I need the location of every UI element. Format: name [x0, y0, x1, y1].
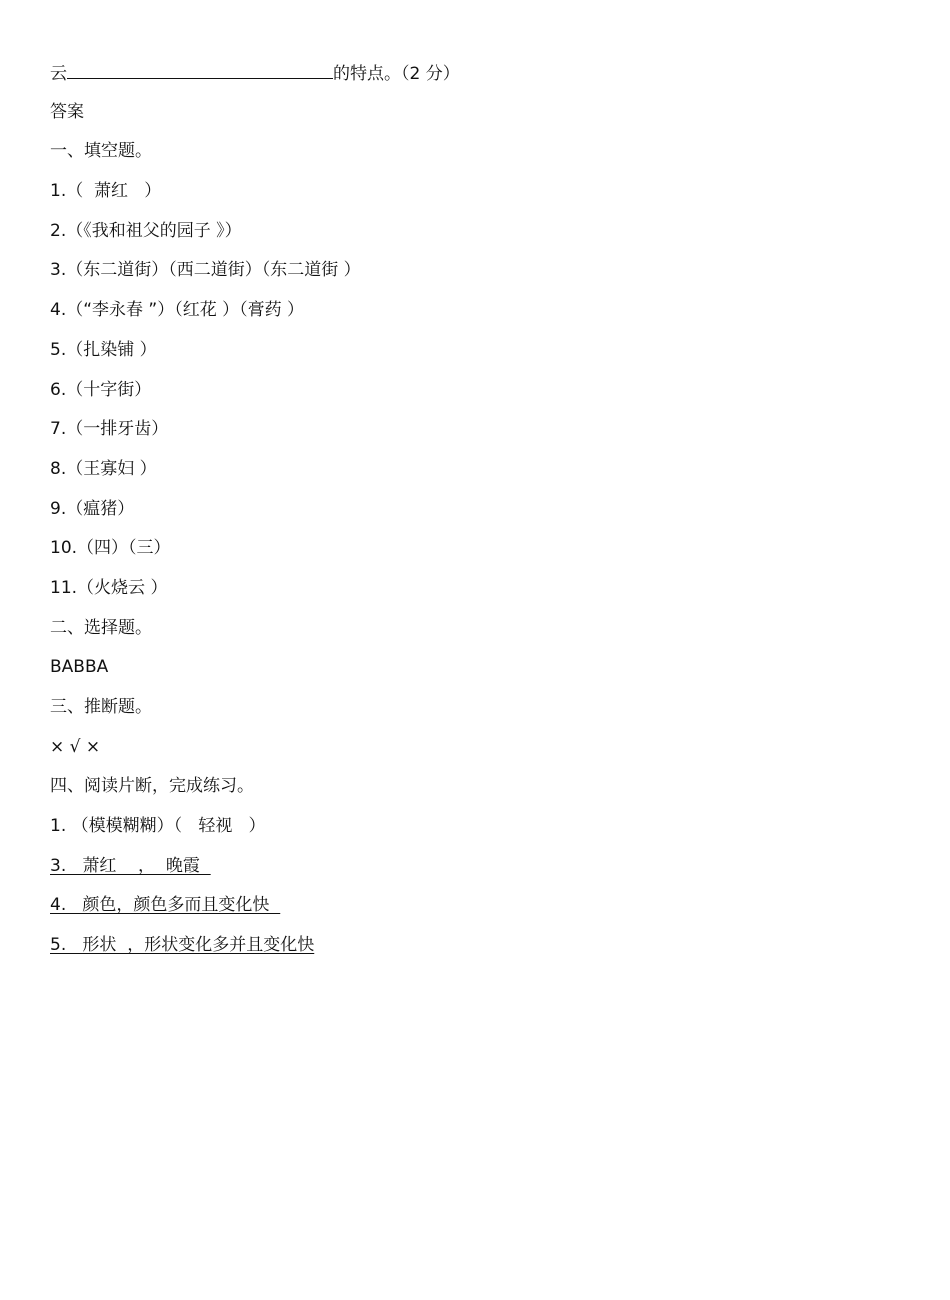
- choice-answers: BABBA: [50, 657, 109, 678]
- reading-answer-1: 1. （模模糊糊）（ 轻视 ）: [50, 816, 266, 837]
- fill-blank-answer-11: 11.（火烧云 ）: [50, 577, 168, 598]
- fill-blank-answer-4: 4.（“李永春 ”）（红花 ）（膏药 ）: [50, 300, 305, 321]
- answer-document: [50, 60, 900, 973]
- section-reading-title: 四、阅读片断，完成练习。: [50, 776, 254, 797]
- section-choice-title: 二、选择题。: [50, 617, 152, 638]
- fill-blank-answer-7: 7.（一排牙齿）: [50, 419, 169, 440]
- judge-answers: × √ ×: [50, 736, 101, 757]
- reading-answer-4: 4. 颜色，颜色多而且变化快: [50, 895, 281, 916]
- question-line: [50, 60, 900, 100]
- fill-blank-answer-6: 6.（十字街）: [50, 379, 152, 400]
- section-judge-title: 三、推断题。: [50, 697, 152, 717]
- answer-blank: [67, 60, 333, 79]
- fill-blank-answer-8: 8.（王寡妇 ）: [50, 458, 157, 479]
- fill-blank-answer-3: 3.（东二道街）（西二道街）（东二道街 ）: [50, 260, 361, 281]
- fill-blank-answer-1: 1.（ 萧红 ）: [50, 181, 162, 202]
- section-fill-blank-title: 一、填空题。: [50, 141, 152, 162]
- fill-blank-answer-2: 2.（《我和祖父的园子 》）: [50, 220, 242, 241]
- reading-answer-5: 5. 形状 ，形状变化多并且变化快: [50, 935, 315, 956]
- question-prefix: 云: [50, 64, 67, 84]
- question-suffix: 的特点。（2 分）: [333, 64, 460, 84]
- fill-blank-answer-9: 9.（瘟猪）: [50, 498, 135, 519]
- fill-blank-answer-10: 10.（四）（三）: [50, 538, 171, 559]
- answer-title: 答案: [50, 101, 84, 122]
- reading-answer-3: 3. 萧红 ， 晚霞: [50, 855, 211, 876]
- fill-blank-answer-5: 5.（扎染铺 ）: [50, 339, 157, 360]
